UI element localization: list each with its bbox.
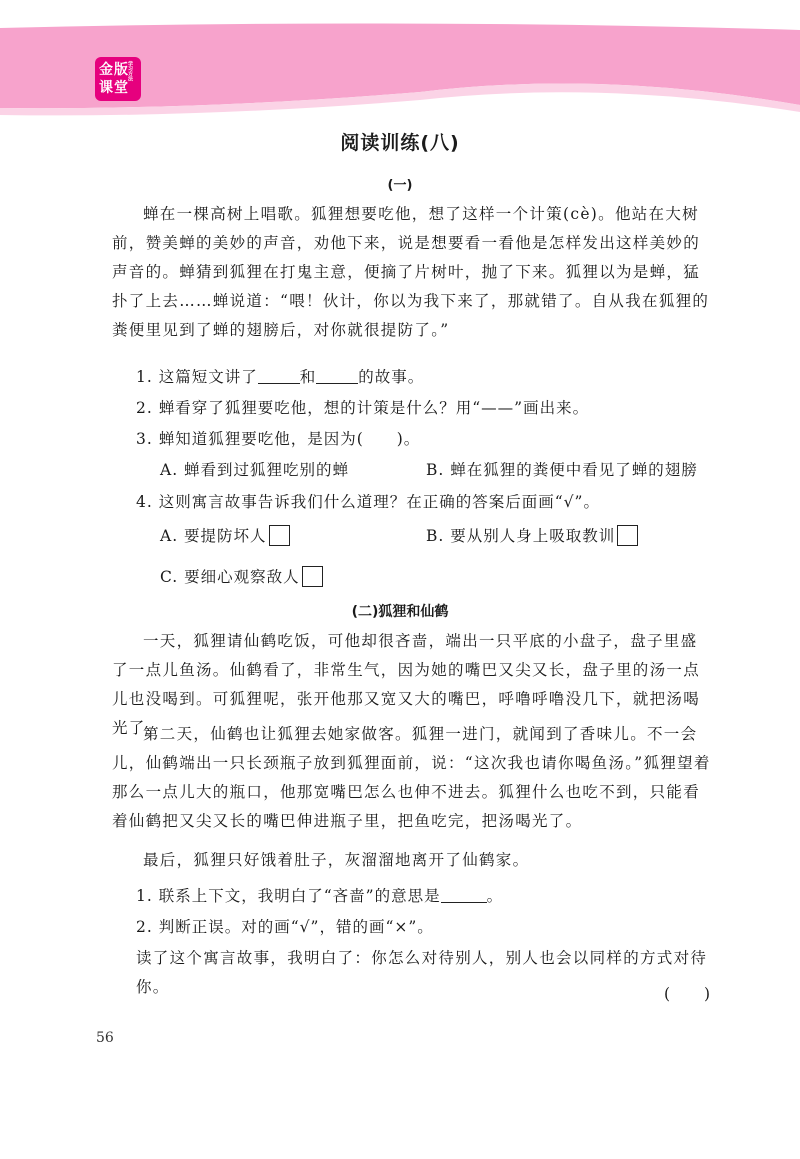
question-1-1: 1. 这篇短文讲了 和 的故事。 [136, 368, 425, 386]
logo-line2: 课堂 [99, 80, 129, 96]
answer-blank[interactable] [258, 369, 300, 384]
checkbox[interactable] [269, 525, 290, 546]
question-1-3: 3. 蝉知道狐狸要吃他，是因为( )。 [136, 430, 421, 448]
question-2-2: 2. 判断正误。对的画“√”，错的画“×”。 [136, 918, 434, 936]
question-2-1: 1. 联系上下文，我明白了“吝啬”的意思是 。 [136, 887, 504, 905]
passage-2-paragraph-1: 一天，狐狸请仙鹤吃饭，可他却很吝啬，端出一只平底的小盘子，盘子里盛了一点儿鱼汤。仙鹤看了，非常生气，因为她的嘴巴又尖又长，盘子里的汤一点儿也没喝到。可狐狸呢，张开他那又宽又大的嘴巴，呼噜呼噜没几下，就把汤喝光了。 [112, 632, 701, 737]
question-1-4: 4. 这则寓言故事告诉我们什么道理？在正确的答案后面画“√”。 [136, 493, 600, 511]
answer-bracket[interactable]: ( ) [664, 985, 712, 1003]
brand-logo [95, 57, 141, 101]
checkbox[interactable] [302, 566, 323, 587]
logo-small-text: 学习方法 [127, 61, 133, 81]
option-1-4-a: A. 要提防坏人 [160, 524, 290, 546]
logo-line1: 金版 [99, 62, 129, 78]
answer-blank[interactable] [316, 369, 358, 384]
passage-1: 蝉在一棵高树上唱歌。狐狸想要吃他，想了这样一个计策(cè)。他站在大树前，赞美蝉的美妙的声音，劝他下来，说是想要看一看他是怎样发出这样美妙的声音的。蝉猜到狐狸在打鬼主意，便摘了片树叶，抛了下来。狐狸以为是蝉，猛扑了上去……蝉说道：“喂！伙计，你以为我下来了，那就错了。自从我在狐狸的粪便里见到了蝉的翅膀后，对你就很提防了。” [112, 205, 710, 339]
page-number: 56 [96, 1030, 114, 1046]
passage-2-paragraph-2: 第二天，仙鹤也让狐狸去她家做客。狐狸一进门，就闻到了香味儿。不一会儿，仙鹤端出一只长颈瓶子放到狐狸面前，说：“这次我也请你喝鱼汤。”狐狸望着那么一点儿大的瓶口，他那宽嘴巴怎么也伸不进去。狐狸什么也吃不到，只能看着仙鹤把又尖又长的嘴巴伸进瓶子里，把鱼吃完，把汤喝光了。 [112, 725, 711, 830]
passage-2-paragraph-3: 最后，狐狸只好饿着肚子，灰溜溜地离开了仙鹤家。 [143, 851, 530, 869]
question-1-2: 2. 蝉看穿了狐狸要吃他，想的计策是什么？用“——”画出来。 [136, 399, 590, 417]
option-1-3-a: A. 蝉看到过狐狸吃别的蝉 [160, 461, 350, 479]
option-1-3-b: B. 蝉在狐狸的粪便中看见了蝉的翅膀 [426, 461, 698, 479]
answer-blank[interactable] [441, 888, 487, 903]
checkbox[interactable] [617, 525, 638, 546]
page-title: 阅读训练(八) [340, 132, 460, 154]
moon-icon [60, 1020, 140, 1080]
statement: 读了这个寓言故事，我明白了：你怎么对待别人，别人也会以同样的方式对待你。 [136, 949, 708, 996]
option-1-4-c: C. 要细心观察敌人 [160, 565, 323, 587]
section-2-heading: (二)狐狸和仙鹤 [351, 604, 449, 620]
option-1-4-b: B. 要从别人身上吸取教训 [426, 524, 638, 546]
section-1-heading: (一) [387, 178, 413, 193]
